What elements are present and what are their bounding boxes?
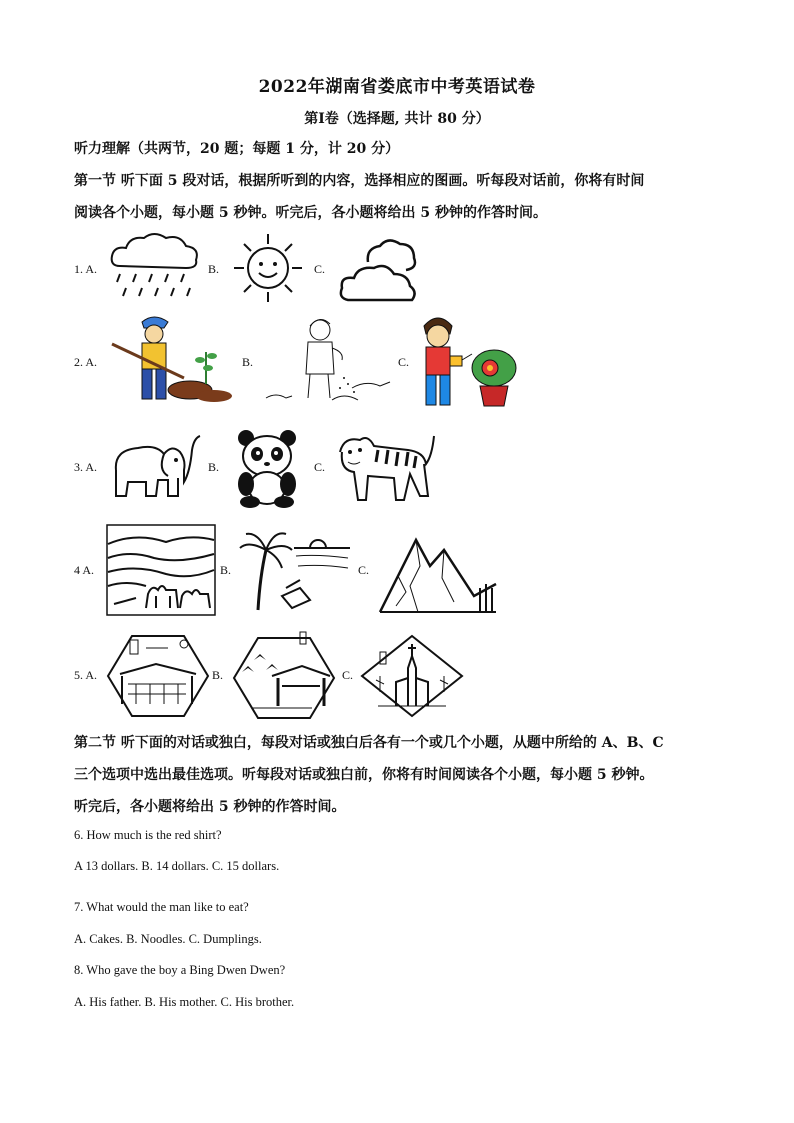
elephant-icon <box>106 430 204 508</box>
question-8-options: A. His father. B. His mother. C. His brother. <box>74 995 295 1009</box>
question-8-text: 8. Who gave the boy a Bing Dwen Dwen? <box>74 963 286 977</box>
question-1-option-b: B. <box>208 262 220 276</box>
boy-feeding-birds-icon <box>262 312 396 412</box>
listening-heading: 听力理解（共两节，20 题；每题 1 分，计 20 分） <box>74 141 400 157</box>
question-2-option-b: B. <box>242 355 254 369</box>
pavilion-hexagon-icon <box>106 630 210 724</box>
question-3-number: 3. A. <box>74 460 98 474</box>
question-3-option-b: B. <box>208 460 220 474</box>
part1-instruction-line1: 第一节 听下面 5 段对话，根据所听到的内容，选择相应的图画。听每段对话前，你将有时间 <box>74 173 645 189</box>
sun-icon <box>232 232 304 308</box>
rain-cloud-icon <box>106 232 202 308</box>
clouds-icon <box>338 236 418 306</box>
question-6-text: 6. How much is the red shirt? <box>74 828 222 842</box>
page-title: 2022年湖南省娄底市中考英语试卷 <box>258 77 536 97</box>
question-6-options: A 13 dollars. B. 14 dollars. C. 15 dollars. <box>74 859 280 873</box>
question-4-option-c: C. <box>358 563 370 577</box>
question-1-number: 1. A. <box>74 262 98 276</box>
desert-camels-icon <box>106 524 216 620</box>
part2-instruction-line1: 第二节 听下面的对话或独白，每段对话或独白后各有一个或几个小题，从题中所给的 A、B、C <box>74 735 664 751</box>
church-hexagon-icon <box>360 634 464 722</box>
mountains-icon <box>378 526 498 620</box>
page-subtitle: 第Ⅰ卷（选择题, 共计 80 分） <box>304 111 490 127</box>
boy-planting-tree-icon <box>104 312 236 412</box>
question-5-option-c: C. <box>342 668 354 682</box>
question-4-number: 4 A. <box>74 563 95 577</box>
question-2-number: 2. A. <box>74 355 98 369</box>
question-7-text: 7. What would the man like to eat? <box>74 900 249 914</box>
gate-hexagon-icon <box>232 630 336 724</box>
tiger-icon <box>334 430 438 510</box>
question-2-option-c: C. <box>398 355 410 369</box>
question-3-option-c: C. <box>314 460 326 474</box>
part1-instruction-line2: 阅读各个小题，每小题 5 秒钟。听完后，各小题将给出 5 秒钟的作答时间。 <box>74 205 547 221</box>
part2-instruction-line2: 三个选项中选出最佳选项。听每段对话或独白前，你将有时间阅读各个小题，每小题 5 秒钟。 <box>74 767 654 783</box>
question-5-number: 5. A. <box>74 668 98 682</box>
panda-icon <box>232 428 302 512</box>
question-4-option-b: B. <box>220 563 232 577</box>
question-1-option-c: C. <box>314 262 326 276</box>
question-7-options: A. Cakes. B. Noodles. C. Dumplings. <box>74 932 262 946</box>
beach-palm-icon <box>238 526 350 616</box>
question-5-option-b: B. <box>212 668 224 682</box>
part2-instruction-line3: 听完后，各小题将给出 5 秒钟的作答时间。 <box>74 799 346 815</box>
boy-watering-flowers-icon <box>414 312 518 414</box>
